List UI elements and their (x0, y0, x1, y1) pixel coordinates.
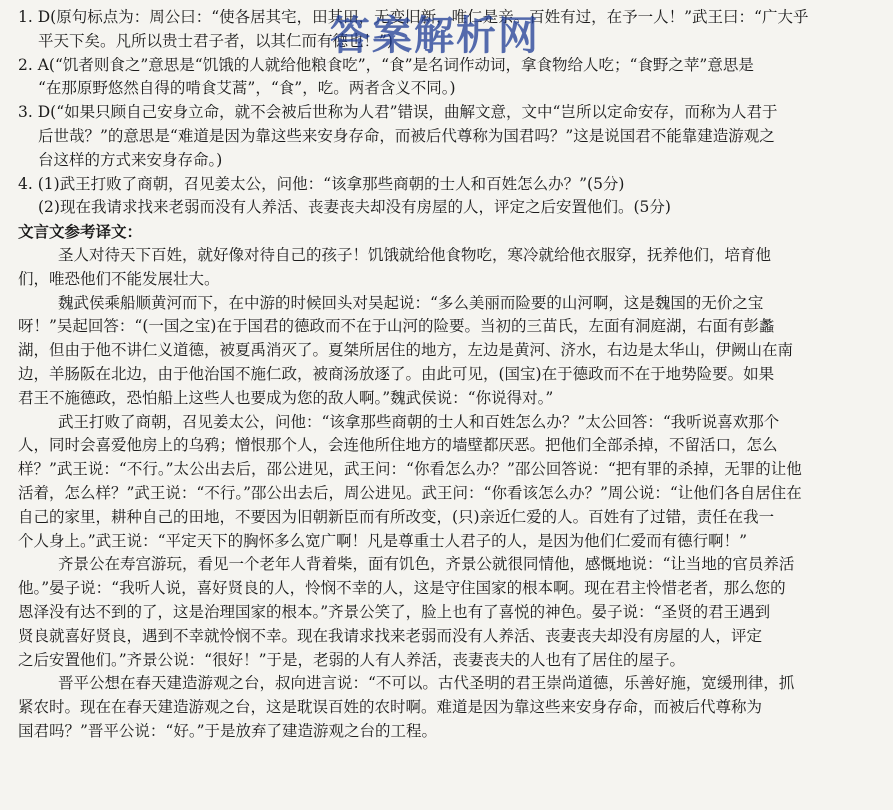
text-line: 边，羊肠阪在北边，由于他治国不施仁政，被商汤放逐了。由此可见，(国宝)在于德政而不在于地势险要。如果 (18, 364, 775, 383)
text-line: 呀！”吴起回答：“(一国之宝)在于国君的德政而不在于山河的险要。当初的三苗氏，左面有洞庭湖，右面有彭蠡 (18, 317, 775, 336)
translation-paragraph-2 (18, 292, 883, 411)
text-line: 们，唯恐他们不能发展壮大。 (18, 269, 220, 288)
text-line: 紧农时。现在在春天建造游观之台，这是耽误百姓的农时啊。难道是因为靠这些来安身存命，而被后代尊称为 (18, 698, 763, 717)
text-line: “在那原野悠然自得的啃食艾蒿”，“食”，吃。两者含义不同。) (38, 79, 456, 98)
text-line: 君王不施德政，恐怕船上这些人也要成为您的敌人啊。”魏武侯说：“你说得对。” (18, 388, 554, 407)
text-line: 平天下矣。凡所以贵士君子者，以其仁而有德也！”) (38, 31, 393, 50)
text-line: 活着，怎么样？”武王说：“不行。”邵公出去后，周公进见。武王问：“你看该怎么办？”周公说：“让他们各自居住在 (18, 483, 802, 502)
text-line: 1. D(原句标点为：周公曰：“使各居其宅，田其田，无变旧新，唯仁是亲。百姓有过，在予一人！”武王曰：“广大乎 (18, 8, 809, 26)
text-line: 台这样的方式来安身存命。) (38, 150, 223, 169)
translation-paragraph-3 (18, 411, 883, 554)
text-line: 他。”晏子说：“我听人说，喜好贤良的人，怜悯不幸的人，这是守住国家的根本啊。现在君主怜惜老者，那么您的 (18, 579, 786, 598)
text-line: 之后安置他们。”齐景公说：“很好！”于是，老弱的人有人养活，丧妻丧夫的人也有了居住的屋子。 (18, 650, 686, 669)
translation-paragraph-1 (18, 244, 883, 292)
text-line: 贤良就喜好贤良，遇到不幸就怜悯不幸。现在我请求找来老弱而没有人养活、丧妻丧夫却没有房屋的人，评定 (18, 626, 763, 645)
watermark-logo: 答案解析网 (330, 13, 540, 59)
text-line: 晋平公想在春天建造游观之台，叔向进言说：“不可以。古代圣明的君王崇尚道德，乐善好施，宽缓刑律，抓 (58, 674, 795, 693)
text-line: 2. A(“饥者则食之”意思是“饥饿的人就给他粮食吃”，“食”是名词作动词，拿食物给人吃；“食野之苹”意思是 (18, 55, 754, 74)
text-line: 国君吗？”晋平公说：“好。”于是放弃了建造游观之台的工程。 (18, 721, 438, 740)
answer-4 (18, 173, 883, 221)
text-line: 样？”武王说：“不行。”太公出去后，邵公进见，武王问：“你看怎么办？”邵公回答说：“把有罪的杀掉，无罪的让他 (18, 460, 802, 479)
text-line: 湖，但由于他不讲仁义道德，被夏禹消灭了。夏桀所居住的地方，左边是黄河、济水，右边是太华山，伊阙山在南 (18, 341, 794, 360)
text-line: 人，同时会喜爱他房上的乌鸦；憎恨那个人，会连他所住地方的墙壁都厌恶。把他们全部杀掉，不留活口，怎么 (18, 436, 778, 455)
text-line: 圣人对待天下百姓，就好像对待自己的孩子！饥饿就给他食物吃，寒冷就给他衣服穿，抚养他们，培育他 (58, 245, 772, 264)
text-line: 3. D(“如果只顾自己安身立命，就不会被后世称为人君”错误，曲解文意，文中“岂所以定命安存，而称为人君于 (18, 103, 778, 122)
text-line: 个人身上。”武王说：“平定天下的胸怀多么宽广啊！凡是尊重士人君子的人，是因为他们仁爱而有德行啊！” (18, 531, 748, 550)
text-line: 自己的家里，耕种自己的田地，不要因为旧朝新臣而有所改变，(只)亲近仁爱的人。百姓有了过错，责任在我一 (18, 507, 775, 526)
translation-paragraph-5 (18, 672, 883, 743)
text-line: 后世哉？”的意思是“难道是因为靠这些来安身存命，而被后代尊称为国君吗？”这是说国君不能靠建造游观之 (38, 126, 775, 145)
text-line: 恩泽没有达不到的了，这是治理国家的根本。”齐景公笑了，脸上也有了喜悦的神色。晏子说：“圣贤的君王遇到 (18, 602, 771, 621)
text-line: (2)现在我请求找来老弱而没有人养活、丧妻丧夫却没有房屋的人，评定之后安置他们。(5分) (38, 198, 671, 217)
translation-paragraph-4 (18, 553, 883, 672)
translation-heading: 文言文参考译文： (18, 222, 143, 242)
text-line-underlined: 武王打败了商朝，召见姜太公，问他：“该拿那些商朝的士人和百姓怎么办？”太公回答：“我听说喜欢那个 (58, 412, 780, 431)
text-line: 齐景公在寿宫游玩，看见一个老年人背着柴，面有饥色，齐景公就很同情他，感慨地说：“让当地的官员养活 (58, 555, 795, 574)
text-line: 魏武侯乘船顺黄河而下，在中游的时候回头对吴起说：“多么美丽而险要的山河啊，这是魏国的无价之宝 (58, 293, 764, 312)
answer-3 (18, 101, 883, 172)
text-line: 4. (1)武王打败了商朝，召见姜太公，问他：“该拿那些商朝的士人和百姓怎么办？”(5分) (18, 174, 625, 193)
